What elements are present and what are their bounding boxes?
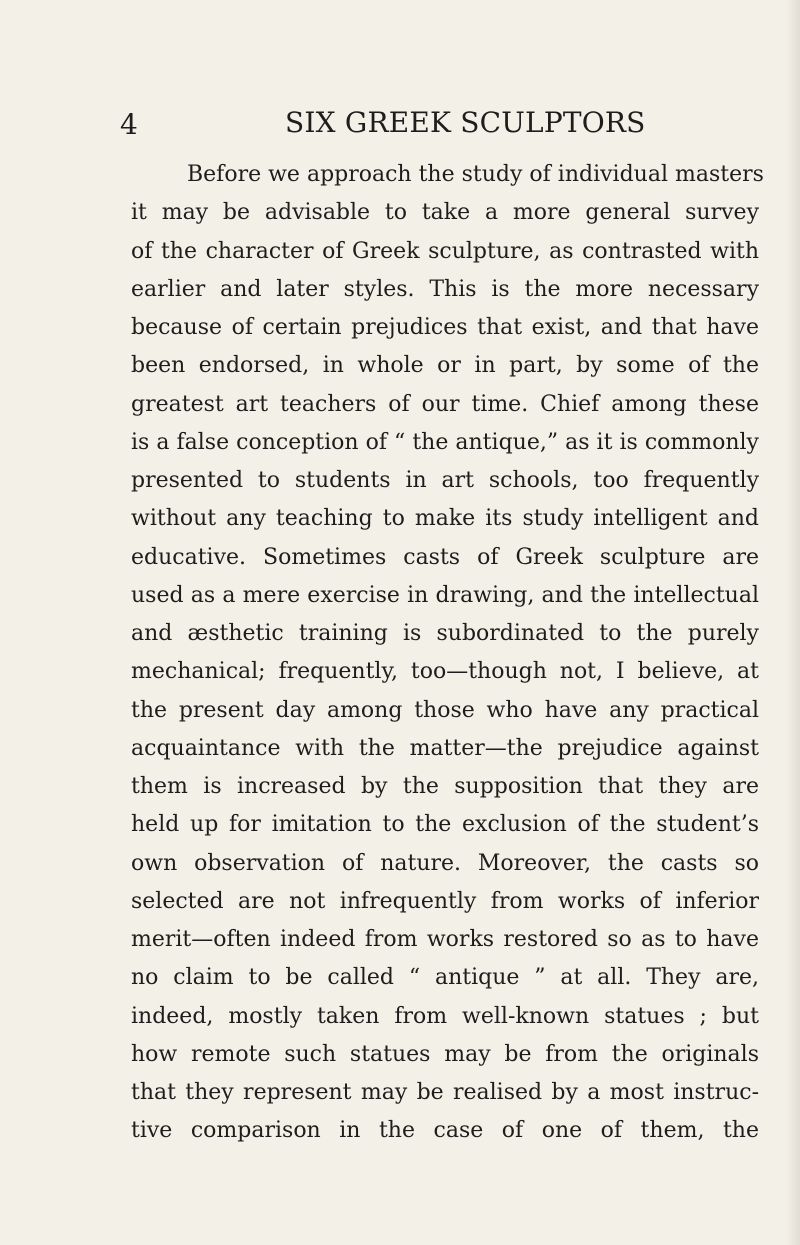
text-line: the present day among those who have any practical bbox=[131, 697, 759, 723]
text-line: held up for imitation to the exclusion of the student’s bbox=[131, 812, 759, 838]
text-line: is a false conception of “ the antique,” as it is commonly bbox=[131, 429, 759, 455]
body-text bbox=[131, 156, 764, 1151]
text-line: been endorsed, in whole or in part, by some of the bbox=[131, 353, 759, 379]
text-line: because of certain prejudices that exist, and that have bbox=[131, 315, 759, 340]
text-line: no claim to be called “ antique ” at all. They are, bbox=[131, 965, 759, 991]
page-number: 4 bbox=[120, 108, 138, 141]
text-line: it may be advisable to take a more general survey bbox=[131, 200, 759, 226]
text-line: and æsthetic training is subordinated to the purely bbox=[131, 621, 759, 646]
page-header bbox=[120, 106, 680, 146]
text-line: used as a mere exercise in drawing, and the intellectual bbox=[131, 582, 759, 608]
text-line: selected are not infrequently from works of inferior bbox=[131, 888, 759, 914]
text-line: how remote such statues may be from the originals bbox=[131, 1041, 759, 1067]
text-line: mechanical; frequently, too—though not, I believe, at bbox=[131, 659, 759, 685]
running-title: SIX GREEK SCULPTORS bbox=[285, 106, 646, 139]
page-edge-shadow bbox=[786, 0, 800, 1245]
text-line: indeed, mostly taken from well-known statues ; but bbox=[131, 1003, 759, 1029]
text-line: acquaintance with the matter—the prejudice against bbox=[131, 735, 759, 761]
text-line: greatest art teachers of our time. Chief among these bbox=[131, 391, 759, 417]
text-line: presented to students in art schools, too frequently bbox=[131, 468, 759, 493]
text-line: of the character of Greek sculpture, as contrasted with bbox=[131, 238, 759, 264]
text-line: earlier and later styles. This is the more necessary bbox=[131, 276, 759, 302]
text-line: without any teaching to make its study intelligent and bbox=[131, 506, 759, 532]
text-line: Before we approach the study of individual masters bbox=[187, 162, 764, 187]
text-line: own observation of nature. Moreover, the casts so bbox=[131, 850, 759, 876]
text-line: merit—often indeed from works restored so as to have bbox=[131, 927, 759, 952]
text-line: that they represent may be realised by a most instruc- bbox=[131, 1080, 759, 1105]
text-line: educative. Sometimes casts of Greek sculpture are bbox=[131, 544, 759, 570]
text-line: them is increased by the supposition that they are bbox=[131, 774, 759, 799]
text-line: tive comparison in the case of one of them, the bbox=[131, 1118, 759, 1144]
